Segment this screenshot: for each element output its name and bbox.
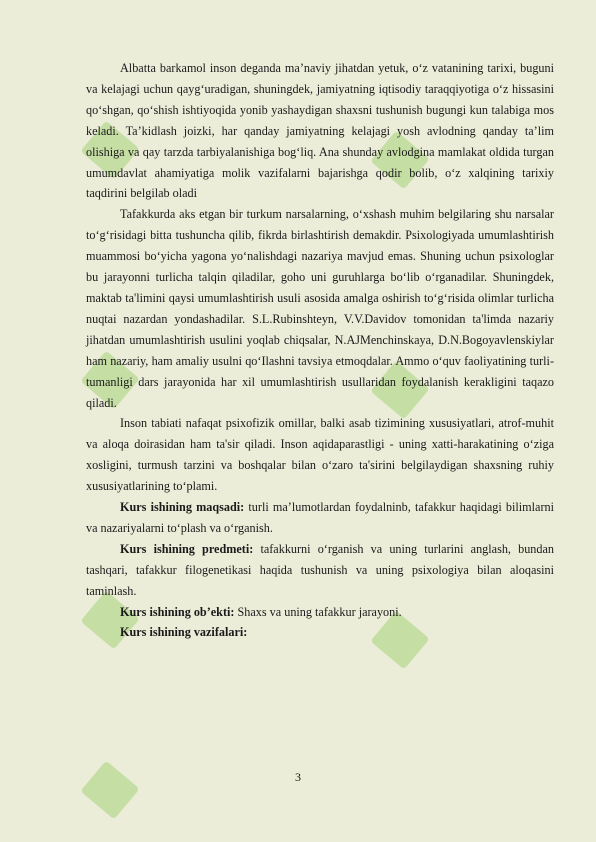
paragraph-text: tafakkurni oʻrganish va uning turlarini anglash, bundan tashqari, tafakkur filogenetikasi haqida tushunish va uning psixologiya bilan aloqasini taminlash. (86, 541, 554, 598)
paragraph-1 (86, 58, 554, 204)
paragraph-object (86, 602, 554, 623)
paragraph-label: Kurs ishining obʼekti: (120, 604, 235, 619)
paragraph-label: Kurs ishining predmeti: (120, 541, 254, 556)
paragraph-text: Shaxs va uning tafakkur jarayoni. (234, 604, 402, 619)
paragraph-tasks (86, 622, 554, 643)
paragraph-subject (86, 539, 554, 602)
paragraph-text: Inson tabiati nafaqat psixofizik omillar, balki asab tizimining xususiyatlari, atrof-muhit va aloqa doirasidan ham ta'sir qiladi. Inson aqidaparastligi - uning xatti-harakatining oʻziga xosligini, turmush tarzini va boshqalar bilan oʻzaro ta'sirini belgilaydigan shaxsning ruhiy xususiyatlarining toʻplami. (86, 416, 554, 494)
paragraph-goal (86, 497, 554, 539)
paragraph-2 (86, 204, 554, 413)
paragraph-text: Tafakkurda aks etgan bir turkum narsalarning, oʻxshash muhim belgilaring shu narsalar toʻgʻrisidagi bitta tushuncha qilib, fikrda birlashtirish demakdir. Psixologiyada umumlashtirish muammosi boʻyicha yagona yoʻnalishdagi nazariya mavjud emas. Shuning uchun psixologlar bu jarayonni turlicha talqin qiladilar, goho uni guruhlarga boʻlib oʻrganadilar. Shuningdek, maktab ta'limini qaysi umumlashtirish usuli asosida amalga oshirish toʻgʻrisida olimlar turlicha nuqtai nazardan yondashadilar. S.L.Rubinshteyn, V.V.Davidov tomonidan ta'limda nazariy jihatdan umumlashtirish usulini yoqlab chiqsalar, N.AJMenchinskaya, D.N.Bogoyavlenskiylar ham nazariy, ham amaliy usulni qoʻIlashni tavsiya etmoqdalar. Ammo oʻquv faoliyatining turli-tumanligi dars jarayonida har xil umumlashtirish usullaridan foydalanish kerakligini taqazo qiladi. (86, 207, 554, 410)
paragraph-3 (86, 413, 554, 497)
paragraph-text: turli maʼlumotlardan foydalninb, tafakkur haqidagi bilimlarni va nazariyalarni toʻplash va oʻrganish. (86, 500, 555, 535)
paragraph-label: Kurs ishining maqsadi: (120, 500, 245, 515)
paragraph-text: Albatta barkamol inson deganda maʼnaviy jihatdan yetuk, oʻz vatanining tarixi, buguni va kelajagi uchun qaygʻuradigan, shuningdek, jamiyatning iqtisodiy taraqqiyotiga oʻz hissasini qoʻshgan, qoʻshish ishtiyoqida yonib yashaydigan shaxsni tushunish bugungi kun talabiga mos keladi. Taʼkidlash joizki, har qanday jamiyatning kelajagi yosh avlodning qanday taʼlim olishiga va qay tarzda tarbiyalanishiga bogʻliq. Ana shunday avlodgina mamlakat oldida turgan umumdavlat ahamiyatiga molik vazifalarni bajarishga qodir bolib, oʻz xalqining tarixiy taqdirini belgilab oladi (86, 61, 554, 201)
document-body (86, 58, 554, 643)
page-number: 3 (295, 770, 301, 784)
paragraph-label: Kurs ishining vazifalari: (120, 625, 248, 640)
